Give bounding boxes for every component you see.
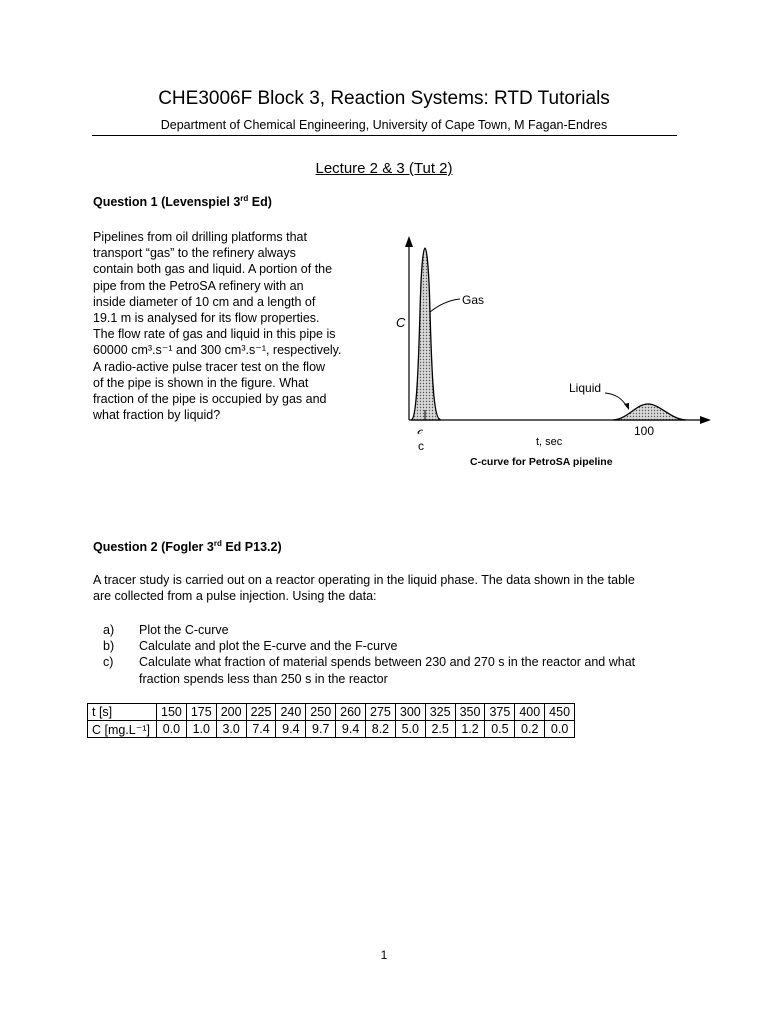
table-row-time (88, 704, 575, 721)
question2-heading: Question 2 (Fogler 3rd Ed P13.2) (93, 538, 282, 554)
table-row-label: C [mg.L⁻¹] (88, 721, 157, 738)
q1-line: pipe from the PetroSA refinery with an (93, 278, 304, 293)
table-cell: 325 (425, 704, 455, 721)
liquid-label: Liquid (569, 381, 602, 395)
list-item-text: Calculate what fraction of material spends between 230 and 270 s in the reactor and what (139, 655, 636, 670)
liquid-leader-arrow (624, 403, 629, 410)
x-axis-arrow (700, 416, 711, 424)
q1-line: Pipelines from oil drilling platforms that (93, 230, 307, 244)
q1-line: fraction of the pipe is occupied by gas and (93, 392, 327, 407)
table-cell: 9.4 (276, 721, 306, 738)
q2-intro-line: A tracer study is carried out on a reactor operating in the liquid phase. The data shown in the table (93, 573, 635, 587)
liquid-peak (613, 404, 686, 420)
tracer-data-table (87, 703, 575, 738)
figure-caption: C-curve for PetroSA pipeline (470, 456, 613, 468)
table-cell: 8.2 (366, 721, 396, 738)
liquid-leader (605, 393, 627, 407)
question2-intro (93, 572, 693, 604)
table-cell: 0.0 (545, 721, 575, 738)
table-cell: 2.5 (425, 721, 455, 738)
table-cell: 0.2 (515, 721, 545, 738)
list-item (103, 638, 683, 654)
list-item-text: Plot the C-curve (139, 623, 229, 637)
table-cell: 275 (366, 704, 396, 721)
q1-line: A radio-active pulse tracer test on the flow (93, 359, 326, 374)
q1-line: of the pipe is shown in the figure. What (93, 375, 309, 390)
table-cell: 0.0 (157, 721, 187, 738)
table-cell: 9.7 (306, 721, 336, 738)
table-cell: 1.0 (186, 721, 216, 738)
document-subtitle: Department of Chemical Engineering, University of Cape Town, M Fagan-Endres (160, 118, 608, 132)
document-title: CHE3006F Block 3, Reaction Systems: RTD Tutorials (158, 88, 610, 109)
list-item-text: Calculate and plot the E-curve and the F-curve (139, 639, 398, 654)
lecture-heading: Lecture 2 & 3 (Tut 2) (315, 160, 453, 177)
q1-line: what fraction by liquid? (93, 408, 221, 423)
q1-line: The flow rate of gas and liquid in this pipe is (93, 327, 336, 342)
q1-line: 60000 cm³.s⁻¹ and 300 cm³.s⁻¹, respectively. (93, 343, 342, 358)
table-cell: 375 (485, 704, 515, 721)
table-cell: 260 (336, 704, 366, 721)
origin-label: c (418, 439, 424, 453)
question2-task-list (103, 622, 683, 687)
x-axis-label: t, sec (536, 436, 563, 448)
y-axis-arrow (405, 236, 413, 247)
gas-leader (430, 299, 460, 312)
q2-intro-line: are collected from a pulse injection. Using the data: (93, 589, 377, 604)
table-cell: 7.4 (246, 721, 276, 738)
table-cell: 9.4 (336, 721, 366, 738)
table-cell: 300 (395, 704, 425, 721)
table-cell: 200 (216, 704, 246, 721)
table-cell: 150 (157, 704, 187, 721)
table-cell: 450 (545, 704, 575, 721)
q1-line: transport “gas” to the refinery always (93, 246, 296, 261)
list-marker: a) (103, 623, 115, 637)
table-cell: 5.0 (395, 721, 425, 738)
list-item-text: fraction spends less than 250 s in the reactor (139, 671, 388, 686)
list-item (103, 622, 683, 638)
list-item (103, 654, 683, 686)
list-marker: c) (103, 655, 114, 670)
origin-script-glyph: 𝒸 (417, 422, 423, 437)
table-cell: 400 (515, 704, 545, 721)
table-cell: 0.5 (485, 721, 515, 738)
table-cell: 350 (455, 704, 485, 721)
table-row-concentration (88, 721, 575, 738)
table-cell: 175 (186, 704, 216, 721)
table-row-label: t [s] (88, 704, 157, 721)
y-axis-label: C (396, 315, 406, 330)
question1-text (93, 229, 363, 423)
q1-line: 19.1 m is analysed for its flow properties. (93, 311, 320, 326)
page-number: 1 (380, 948, 388, 962)
gas-label: Gas (462, 293, 485, 307)
table-cell: 250 (306, 704, 336, 721)
q1-line: contain both gas and liquid. A portion of the (93, 262, 333, 277)
c-curve-figure (380, 232, 720, 472)
question1-heading: Question 1 (Levenspiel 3rd Ed) (93, 193, 272, 209)
header-divider (92, 135, 677, 136)
table-cell: 1.2 (455, 721, 485, 738)
list-marker: b) (103, 639, 115, 654)
gas-peak (411, 248, 440, 420)
table-cell: 240 (276, 704, 306, 721)
q1-line: inside diameter of 10 cm and a length of (93, 294, 316, 309)
tick-100-label: 100 (634, 424, 655, 438)
table-cell: 3.0 (216, 721, 246, 738)
table-cell: 225 (246, 704, 276, 721)
